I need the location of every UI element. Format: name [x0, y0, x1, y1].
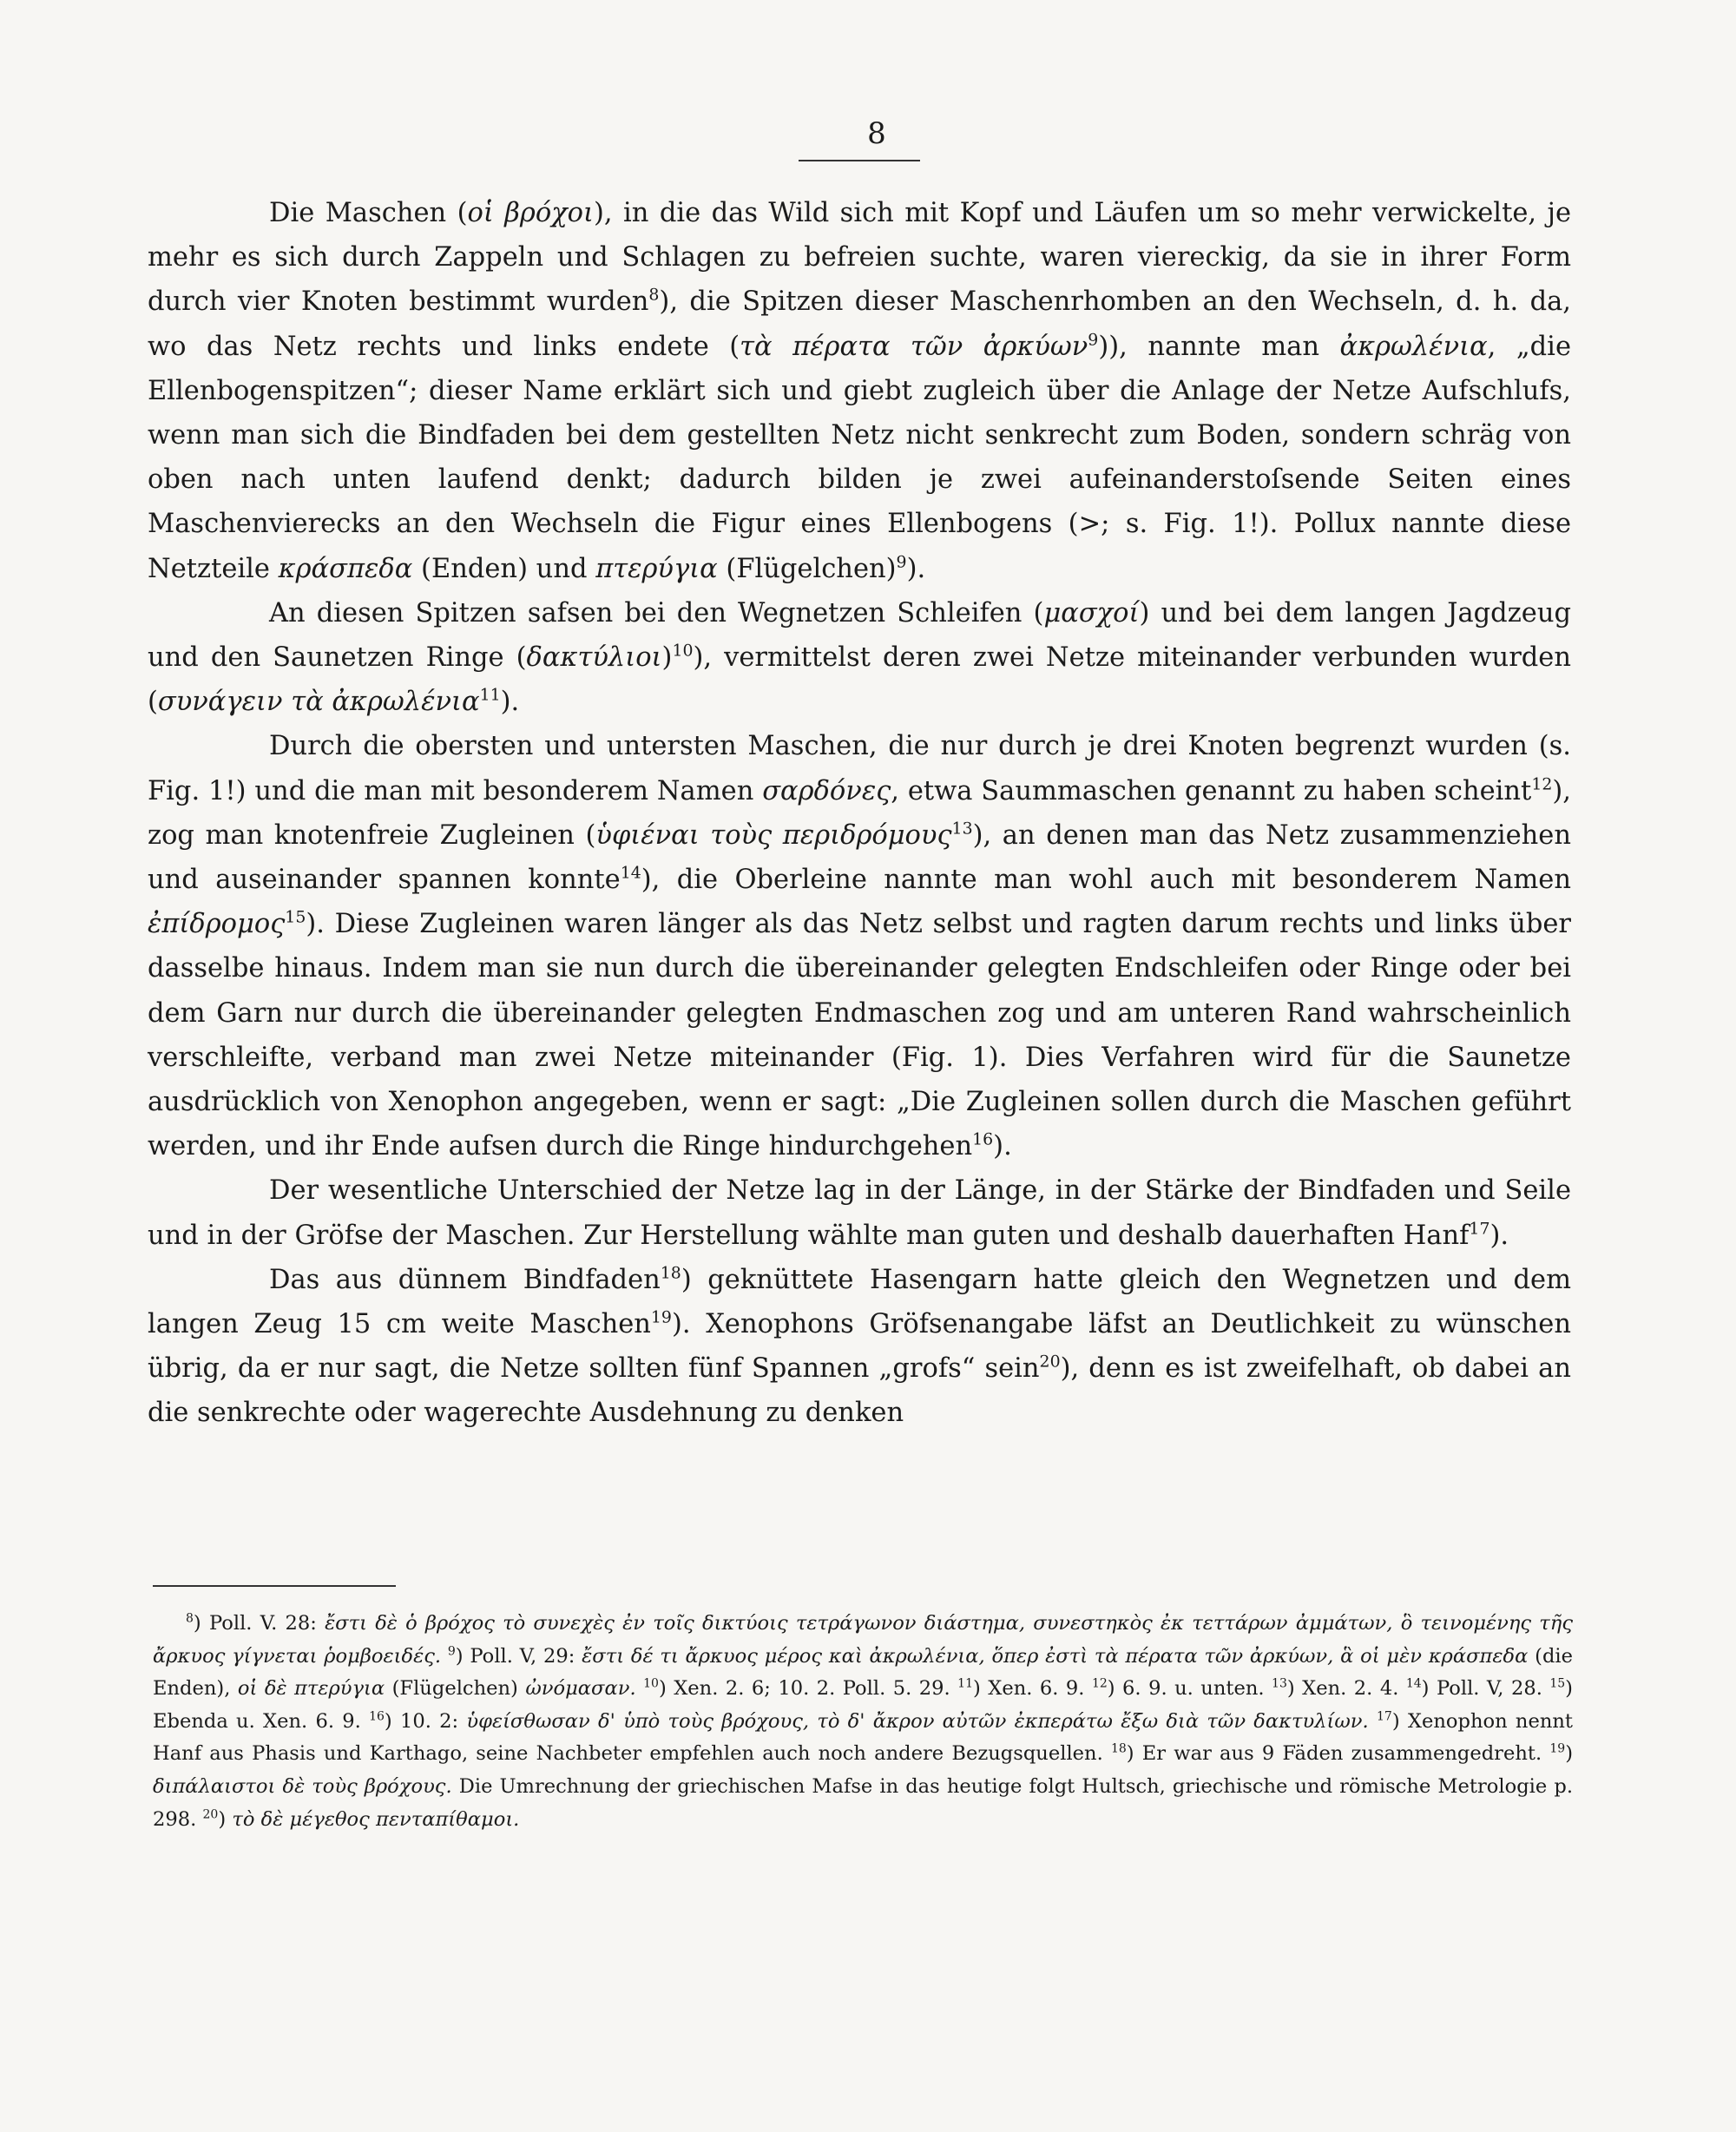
footnote-ref: 19 — [1549, 1741, 1566, 1756]
text-run: ), die Oberleine nannte man wohl auch mit besonderem Namen — [641, 865, 1571, 896]
text-run: ), zog man knotenfreie Zugleinen ( — [148, 775, 1571, 851]
paragraph — [148, 1258, 1571, 1436]
text-run: (Flügelchen) — [717, 553, 897, 584]
footnote-ref: 18 — [660, 1263, 681, 1283]
footnote-ref: 12 — [1531, 773, 1553, 793]
footnote-ref: 16 — [369, 1709, 385, 1724]
text-run: ) Xen. 2. 4. — [1286, 1677, 1406, 1701]
greek-text: ὑφιέναι τοὺς περιδρόμους — [595, 819, 952, 851]
text-run: ) 10. 2: — [384, 1709, 467, 1733]
greek-text: οἱ βρόχοι — [467, 198, 594, 228]
text-run — [441, 1645, 448, 1668]
footnote-ref: 13 — [1272, 1676, 1287, 1691]
greek-text: ὑφείσθωσαν δ' ὑπὸ τοὺς βρόχους, τὸ δ' ἄκρον αὐτῶν ἐκπεράτω ἔξω διὰ τῶν δακτυλίων. — [466, 1709, 1369, 1733]
paragraph — [148, 724, 1571, 1168]
footnote-ref: 20 — [202, 1806, 219, 1821]
text-run: , etwa Saummaschen genannt zu haben scheint — [891, 775, 1532, 806]
text-run: ), denn es ist zweifelhaft, ob dabei an die senkrechte oder wagerechte Ausdehnung zu denken — [148, 1353, 1571, 1429]
paragraph — [148, 1168, 1571, 1257]
greek-text: ὠνόμασαν. — [525, 1677, 636, 1701]
footnote-ref: 11 — [957, 1676, 973, 1691]
text-run: (die Enden), — [153, 1644, 1574, 1701]
footnote-ref: 10 — [672, 641, 694, 661]
footnote-ref: 14 — [1405, 1676, 1422, 1691]
text-run: ), an denen man das Netz zusammenziehen und auseinander spannen konnte — [148, 819, 1571, 896]
body-text — [148, 191, 1571, 1436]
text-run: Das aus dünnem Bindfaden — [269, 1264, 661, 1295]
text-run: Die Umrechnung der griechischen Mafse in das heutige folgt Hultsch, griechische und römische Metrologie p. 298. — [153, 1774, 1574, 1831]
text-run — [636, 1677, 643, 1700]
text-run: ). — [500, 687, 520, 718]
text-run: ) Xenophon nennt Hanf aus Phasis und Karthago, seine Nachbeter empfehlen auch noch andere Bezugsquellen. — [153, 1709, 1574, 1766]
text-run: ) Ebenda u. Xen. 6. 9. — [153, 1677, 1573, 1733]
text-run: An diesen Spitzen safsen bei den Wegnetzen Schleifen ( — [269, 597, 1044, 628]
text-run: (Enden) und — [412, 553, 596, 584]
greek-text: πτερύγια — [595, 553, 718, 584]
footnote-rule — [153, 1585, 396, 1587]
text-run: ) Poll. V, 29: — [455, 1644, 582, 1668]
greek-text: τὰ πέρατα τῶν ἀρκύων — [740, 331, 1088, 362]
text-run: Die Maschen ( — [269, 198, 468, 228]
footnote-ref: 10 — [643, 1676, 659, 1691]
footnote-ref: 11 — [479, 685, 501, 705]
text-run: ) und bei dem langen Jagdzeug und den Saunetzen Ringe ( — [148, 597, 1571, 674]
footnote-ref: 17 — [1469, 1218, 1490, 1238]
text-run: ) — [661, 642, 673, 674]
text-run: ). — [1489, 1220, 1509, 1251]
paragraph — [148, 591, 1571, 725]
greek-text: συνάγειν τὰ ἀκρωλένια — [157, 687, 480, 718]
text-run: (Flügelchen) — [385, 1677, 526, 1701]
greek-text: ἀκρωλένια — [1339, 331, 1488, 362]
greek-text: τὸ δὲ μέγεθος πενταπίθαμοι. — [232, 1807, 520, 1831]
text-run: ) Poll. V, 28. — [1421, 1677, 1550, 1701]
greek-text: κράσπεδα — [278, 553, 413, 584]
text-run: )), nannte man — [1098, 331, 1340, 362]
text-run: ), in die das Wild sich mit Kopf und Läufen um so mehr verwickelte, je mehr es sich durch Zappeln und Schlagen zu befreien suchte, waren viereckig, da sie in ihrer Form durch vier Knoten bestimmt wurden — [148, 198, 1572, 318]
text-run: ) Xen. 6. 9. — [972, 1677, 1092, 1701]
greek-text: ἔστι δὲ ὁ βρόχος τὸ συνεχὲς ἐν τοῖς δικτύοις τετράγωνον διάστημα, συνεστηκὸς ἐκ τεττάρων ἀμμάτων, ὃ τεινομένης τῆς ἄρκυος γίγνεται ῥομβοειδές. — [153, 1612, 1573, 1668]
page-number-rule — [799, 160, 920, 161]
text-run — [1369, 1710, 1377, 1733]
text-run: ). Diese Zugleinen waren länger als das Netz selbst und ragten darum rechts und links über dasselbe hinaus. Indem man sie nun durch die übereinander gelegten Endschleifen oder Ringe oder bei dem Garn nur durch die übereinander gelegten Endmaschen zog und am unteren Rand wahrscheinlich verschleifte, verband man zwei Netze miteinander (Fig. 1). Dies Verfahren wird für die Saunetze ausdrücklich von Xenophon angegeben, wenn er sagt: „Die Zugleinen sollen durch die Maschen geführt werden, und ihr Ende aufsen durch die Ringe hindurchgehen — [148, 909, 1571, 1162]
footnote-block — [153, 1608, 1573, 1836]
text-run: ). Xenophons Gröfsenangabe läfst an Deutlichkeit zu wünschen übrig, da er nur sagt, die Netze sollten fünf Spannen „grofs“ sein — [148, 1309, 1571, 1385]
footnote-ref: 9 — [447, 1643, 456, 1658]
footnote-ref: 8 — [186, 1611, 194, 1626]
text-run: Der wesentliche Unterschied der Netze lag in der Länge, in der Stärke der Bindfaden und Seile und in der Gröfse der Maschen. Zur Herstellung wählte man guten und deshalb dauerhaften Hanf — [148, 1175, 1571, 1251]
text-run: ), vermittelst deren zwei Netze miteinander verbunden wurden ( — [148, 642, 1571, 718]
footnote-ref: 8 — [648, 285, 660, 305]
footnote-ref: 20 — [1039, 1352, 1061, 1372]
text-run: ). — [993, 1131, 1012, 1162]
footnote-ref: 14 — [620, 863, 641, 883]
footnote-ref: 17 — [1376, 1709, 1392, 1724]
text-run: Durch die obersten und untersten Maschen, die nur durch je drei Knoten begrenzt wurden (s. Fig. 1!) und die man mit besonderem Namen — [148, 731, 1571, 806]
text-run: ). — [906, 553, 926, 584]
footnote-ref: 13 — [951, 819, 973, 839]
text-run: ) Er war aus 9 Fäden zusammengedreht. — [1126, 1742, 1550, 1766]
text-run: ) — [218, 1807, 233, 1831]
footnote-ref: 19 — [650, 1307, 672, 1327]
text-run: , „die Ellenbogenspitzen“; dieser Name erklärt sich und giebt zugleich über die Anlage der Netze Aufschlufs, wenn man sich die Bindfaden bei dem gestellten Netz nicht senkrecht zum Boden, sondern schräg von oben nach unten laufend denkt; dadurch bilden je zwei aufeinanderstoſsende Seiten eines Maschenvierecks an den Wechseln die Figur eines Ellenbogens (>; s. Fig. 1!). Pollux nannte diese Netzteile — [148, 331, 1571, 584]
footnote-ref: 15 — [1549, 1676, 1566, 1691]
page-number: 8 — [867, 116, 886, 151]
footnotes — [153, 1608, 1573, 1836]
text-run: ) geknüttete Hasengarn hatte gleich den Wegnetzen und dem langen Zeug 15 cm weite Maschen — [148, 1264, 1571, 1340]
text-run: ) Xen. 2. 6; 10. 2. Poll. 5. 29. — [658, 1677, 958, 1701]
greek-text: ἔστι δέ τι ἄρκυος μέρος καὶ ἀκρωλένια, ὅπερ ἐστὶ τὰ πέρατα τῶν ἀρκύων, ἃ οἱ μὲν κράσπεδα — [582, 1644, 1529, 1668]
text-run: ) Poll. V. 28: — [193, 1612, 326, 1635]
footnote-ref: 9 — [1088, 329, 1099, 349]
footnote-ref: 18 — [1110, 1741, 1127, 1756]
footnote-ref: 9 — [896, 551, 907, 571]
greek-text: σαρδόνες — [762, 775, 891, 806]
footnote-ref: 16 — [972, 1129, 994, 1149]
greek-text: ἐπίδρομος — [148, 909, 286, 940]
greek-text: διπάλαιστοι δὲ τοὺς βρόχους. — [153, 1774, 452, 1798]
text-run: ) — [1565, 1742, 1574, 1766]
footnote-ref: 15 — [285, 907, 306, 927]
greek-text: οἱ δὲ πτερύγια — [237, 1677, 385, 1701]
footnote-ref: 12 — [1091, 1676, 1108, 1691]
paragraph — [148, 191, 1571, 591]
greek-text: δακτύλιοι — [526, 642, 662, 674]
greek-text: μασχοί — [1043, 597, 1140, 628]
text-run: ) 6. 9. u. unten. — [1107, 1677, 1272, 1701]
text-run: ), die Spitzen dieser Maschenrhomben an den Wechseln, d. h. da, wo das Netz rechts und links endete ( — [148, 286, 1571, 362]
